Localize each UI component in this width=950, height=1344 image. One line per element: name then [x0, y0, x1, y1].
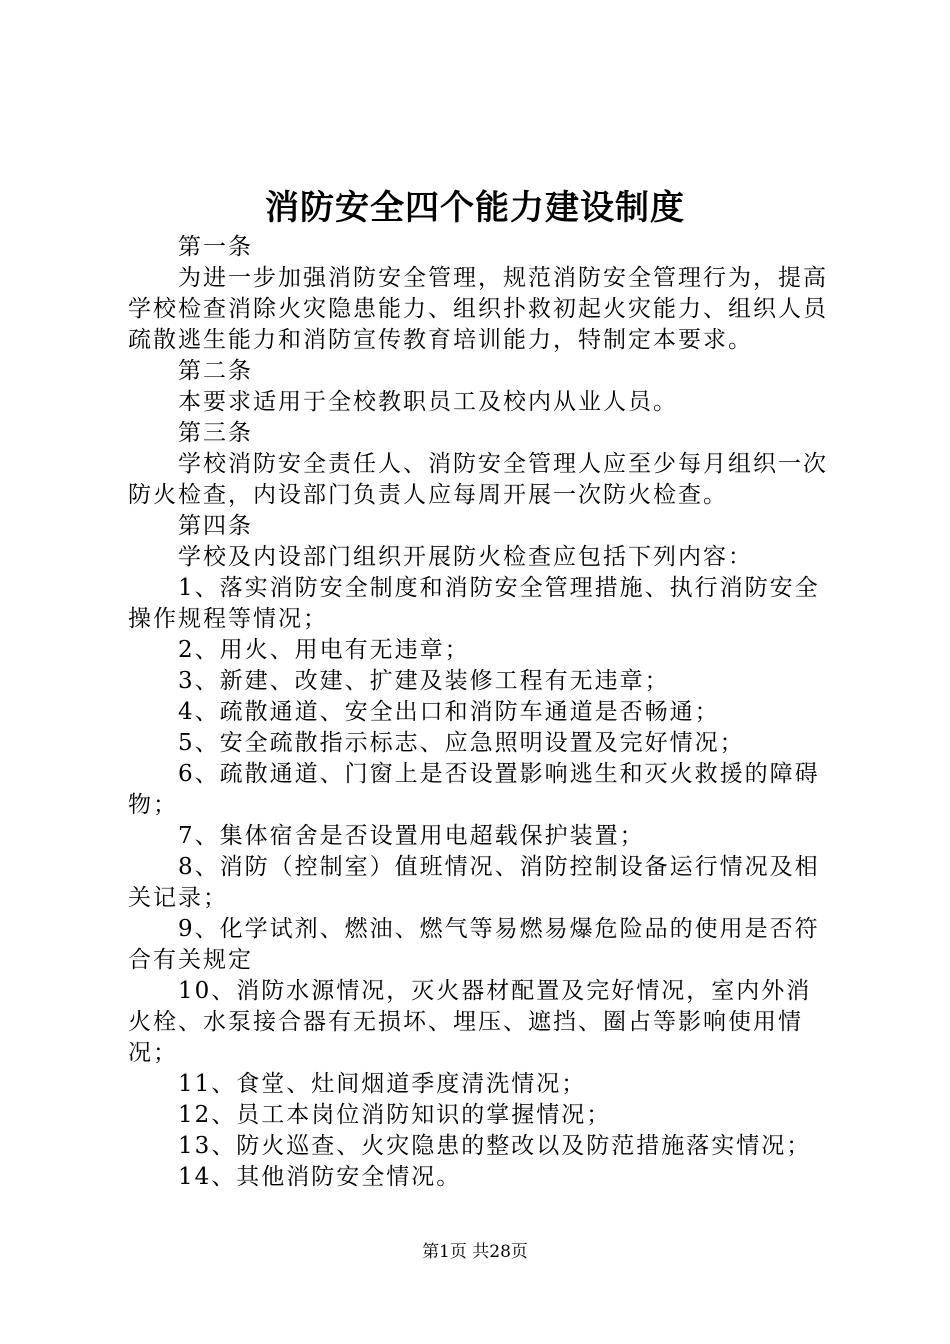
- paragraph-inspection-intro: 学校及内设部门组织开展防火检查应包括下列内容：: [178, 544, 753, 570]
- list-item: 14、其他消防安全情况。: [178, 1164, 462, 1190]
- document-title: 消防安全四个能力建设制度: [265, 188, 685, 228]
- document-body: [128, 232, 834, 1193]
- page-footer: 第1页 共28页: [422, 1242, 528, 1262]
- article-heading-4: 第四条: [178, 513, 253, 539]
- paragraph-purpose: 为进一步加强消防安全管理，规范消防安全管理行为，提高学校检查消除火灾隐患能力、组织扑救初起火灾能力、组织人员疏散逃生能力和消防宣传教育培训能力，特制定本要求。: [128, 265, 828, 353]
- list-item: 9、化学试剂、燃油、燃气等易燃易爆危险品的使用是否符合有关规定: [128, 916, 820, 973]
- list-item: 4、疏散通道、安全出口和消防车通道是否畅通；: [178, 699, 720, 725]
- list-item: 12、员工本岗位消防知识的掌握情况；: [178, 1102, 612, 1128]
- list-item: 3、新建、改建、扩建及装修工程有无违章；: [178, 668, 670, 694]
- paragraph-scope: 本要求适用于全校教职员工及校内从业人员。: [178, 389, 678, 415]
- article-heading-1: 第一条: [178, 234, 253, 260]
- list-item: 2、用火、用电有无违章；: [178, 637, 470, 663]
- list-item: 8、消防（控制室）值班情况、消防控制设备运行情况及相关记录；: [128, 854, 820, 911]
- list-item: 1、落实消防安全制度和消防安全管理措施、执行消防安全操作规程等情况；: [128, 575, 820, 632]
- article-heading-3: 第三条: [178, 420, 253, 446]
- list-item: 7、集体宿舍是否设置用电超载保护装置；: [178, 823, 645, 849]
- article-heading-2: 第二条: [178, 358, 253, 384]
- paragraph-inspection-frequency: 学校消防安全责任人、消防安全管理人应至少每月组织一次防火检查，内设部门负责人应每周开展一次防火检查。: [128, 451, 828, 508]
- list-item: 5、安全疏散指示标志、应急照明设置及完好情况；: [178, 730, 745, 756]
- list-item: 6、疏散通道、门窗上是否设置影响逃生和灭火救援的障碍物；: [128, 761, 820, 818]
- list-item: 13、防火巡查、火灾隐患的整改以及防范措施落实情况；: [178, 1133, 812, 1159]
- list-item: 11、食堂、灶间烟道季度清洗情况；: [178, 1071, 587, 1097]
- list-item: 10、消防水源情况，灭火器材配置及完好情况，室内外消火栓、水泵接合器有无损坏、埋压、遮挡、圈占等影响使用情况；: [128, 978, 812, 1066]
